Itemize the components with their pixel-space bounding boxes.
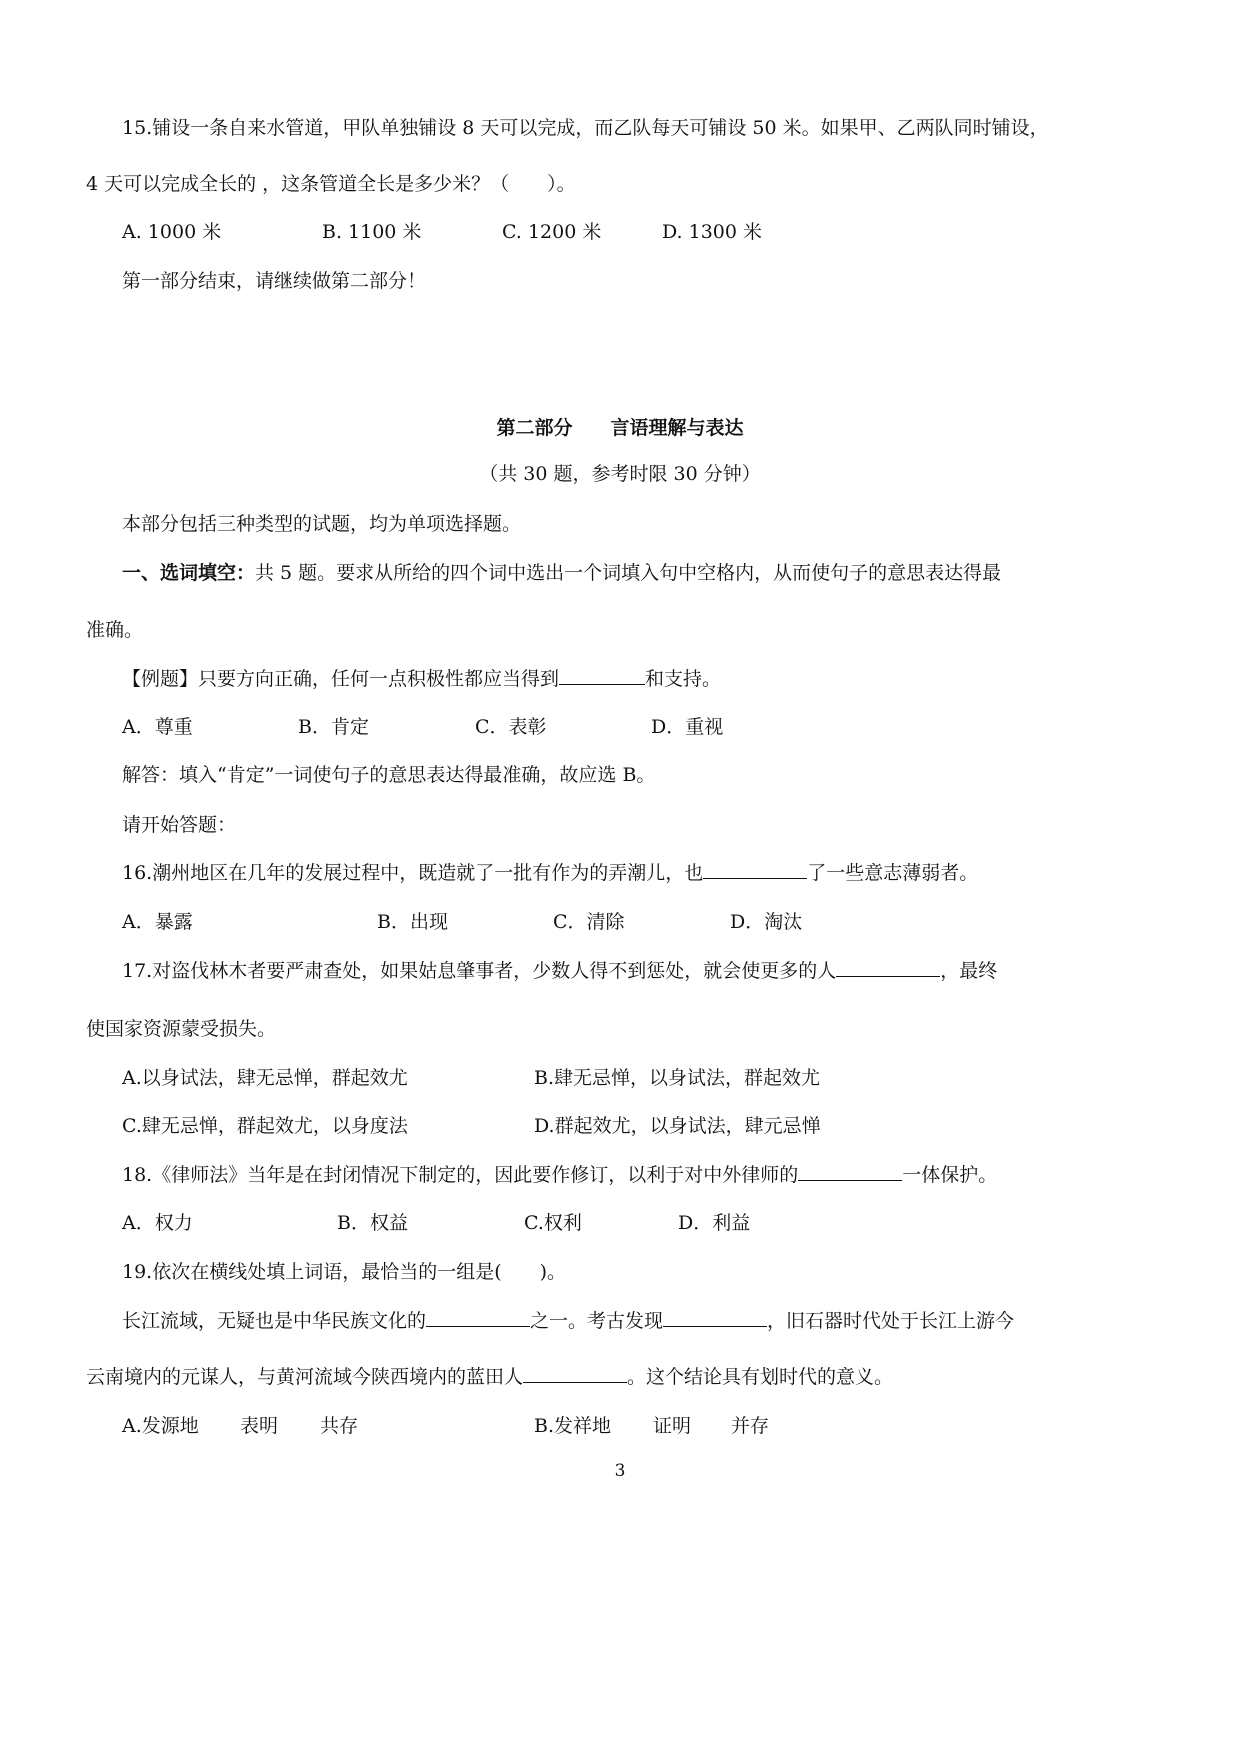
- q17-option-d: D.群起效尤，以身试法，肆元忌惮: [534, 1115, 821, 1137]
- page-number: 3: [614, 1461, 626, 1481]
- q19-blank-1: [426, 1308, 530, 1327]
- q19-blank-2: [663, 1308, 767, 1327]
- q17-text-a: 17.对盗伐林木者要严肃查处，如果姑息肇事者，少数人得不到惩处，就会使更多的人: [122, 960, 837, 982]
- part1-end-note: 第一部分结束，请继续做第二部分！: [122, 270, 427, 292]
- q16-text-a: 16.潮州地区在几年的发展过程中，既造就了一批有作为的弄潮儿，也: [122, 862, 704, 884]
- example-blank: [559, 666, 645, 685]
- example-option-c: C．表彰: [475, 716, 547, 738]
- q16-option-a: A．暴露: [122, 911, 193, 933]
- q19-passage-line1: [122, 1308, 1014, 1334]
- q19-option-b-word2: 证明: [653, 1415, 692, 1437]
- q15-stem-line2: 4 天可以完成全长的 ，这条管道全长是多少米？（ ）。: [86, 173, 576, 195]
- q16-text-b: 了一些意志薄弱者。: [807, 862, 979, 884]
- example-question: [122, 666, 721, 692]
- q19-stem: 19.依次在横线处填上词语，最恰当的一组是( )。: [122, 1261, 567, 1283]
- q16-option-b: B．出现: [377, 911, 448, 933]
- q18-stem: [122, 1162, 997, 1188]
- section-label: 一、选词填空：: [122, 562, 256, 584]
- q19-option-a-word2: 表明: [240, 1415, 279, 1437]
- q19-passage-line2: [86, 1364, 893, 1390]
- part2-intro: 本部分包括三种类型的试题，均为单项选择题。: [122, 513, 522, 535]
- q18-text-b: 一体保护。: [902, 1164, 998, 1186]
- q17-option-a: A.以身试法，肆无忌惮，群起效尤: [122, 1067, 408, 1089]
- q18-blank: [798, 1162, 902, 1181]
- part2-title-left: 第二部分: [496, 417, 573, 439]
- section-text-1: 共 5 题。要求从所给的四个词中选出一个词填入句中空格内，从而使句子的意思表达得最: [255, 562, 1002, 584]
- q18-option-a: A．权力: [122, 1212, 193, 1234]
- example-text-b: 和支持。: [645, 668, 722, 690]
- q15-option-d: D. 1300 米: [662, 221, 763, 243]
- q19-p2-a: 云南境内的元谋人，与黄河流域今陕西境内的蓝田人: [86, 1366, 524, 1388]
- q17-text-b: ，最终: [940, 960, 998, 982]
- q17-stem: [122, 958, 997, 984]
- start-prompt: 请开始答题：: [122, 814, 237, 836]
- q17-stem-line2: 使国家资源蒙受损失。: [86, 1018, 277, 1040]
- section-text-2: 准确。: [86, 619, 144, 641]
- part2-title: [0, 415, 1240, 441]
- q18-option-d: D．利益: [678, 1212, 751, 1234]
- q16-stem: [122, 860, 978, 886]
- part2-title-right: 言语理解与表达: [610, 417, 744, 439]
- example-answer: 解答：填入“肯定”一词使句子的意思表达得最准确，故应选 B。: [122, 764, 656, 786]
- q19-blank-3: [523, 1364, 627, 1383]
- section-heading: [122, 560, 1001, 586]
- q15-option-a: A. 1000 米: [122, 221, 222, 243]
- q17-blank: [836, 958, 940, 977]
- q17-option-c: C.肆无忌惮，群起效尤，以身度法: [122, 1115, 408, 1137]
- example-option-a: A．尊重: [122, 716, 193, 738]
- q19-p2-b: 。这个结论具有划时代的意义。: [627, 1366, 894, 1388]
- q16-option-c: C．清除: [553, 911, 625, 933]
- part2-subtitle: （共 30 题，参考时限 30 分钟）: [479, 463, 761, 485]
- q18-option-c: C.权利: [524, 1212, 582, 1234]
- example-option-d: D．重视: [651, 716, 724, 738]
- q15-option-c: C. 1200 米: [502, 221, 602, 243]
- q16-option-d: D．淘汰: [730, 911, 803, 933]
- q19-option-a-word1: A.发源地: [122, 1415, 199, 1437]
- q19-option-a-word3: 共存: [320, 1415, 359, 1437]
- q19-p1-c: ，旧石器时代处于长江上游今: [767, 1310, 1015, 1332]
- q15-option-b: B. 1100 米: [322, 221, 422, 243]
- example-text-a: 【例题】只要方向正确，任何一点积极性都应当得到: [122, 668, 560, 690]
- q19-option-b-word3: 并存: [731, 1415, 770, 1437]
- example-option-b: B．肯定: [298, 716, 369, 738]
- q17-option-b: B.肆无忌惮，以身试法，群起效尤: [534, 1067, 821, 1089]
- q18-option-b: B．权益: [337, 1212, 408, 1234]
- q19-option-b-word1: B.发祥地: [534, 1415, 612, 1437]
- q19-p1-b: 之一。考古发现: [530, 1310, 664, 1332]
- q16-blank: [703, 860, 807, 879]
- q18-text-a: 18.《律师法》当年是在封闭情况下制定的，因此要作修订，以利于对中外律师的: [122, 1164, 799, 1186]
- q19-p1-a: 长江流域，无疑也是中华民族文化的: [122, 1310, 427, 1332]
- q15-stem-line1: 15.铺设一条自来水管道，甲队单独铺设 8 天可以完成，而乙队每天可铺设 50 米。如果甲、乙两队同时铺设，: [122, 117, 1049, 139]
